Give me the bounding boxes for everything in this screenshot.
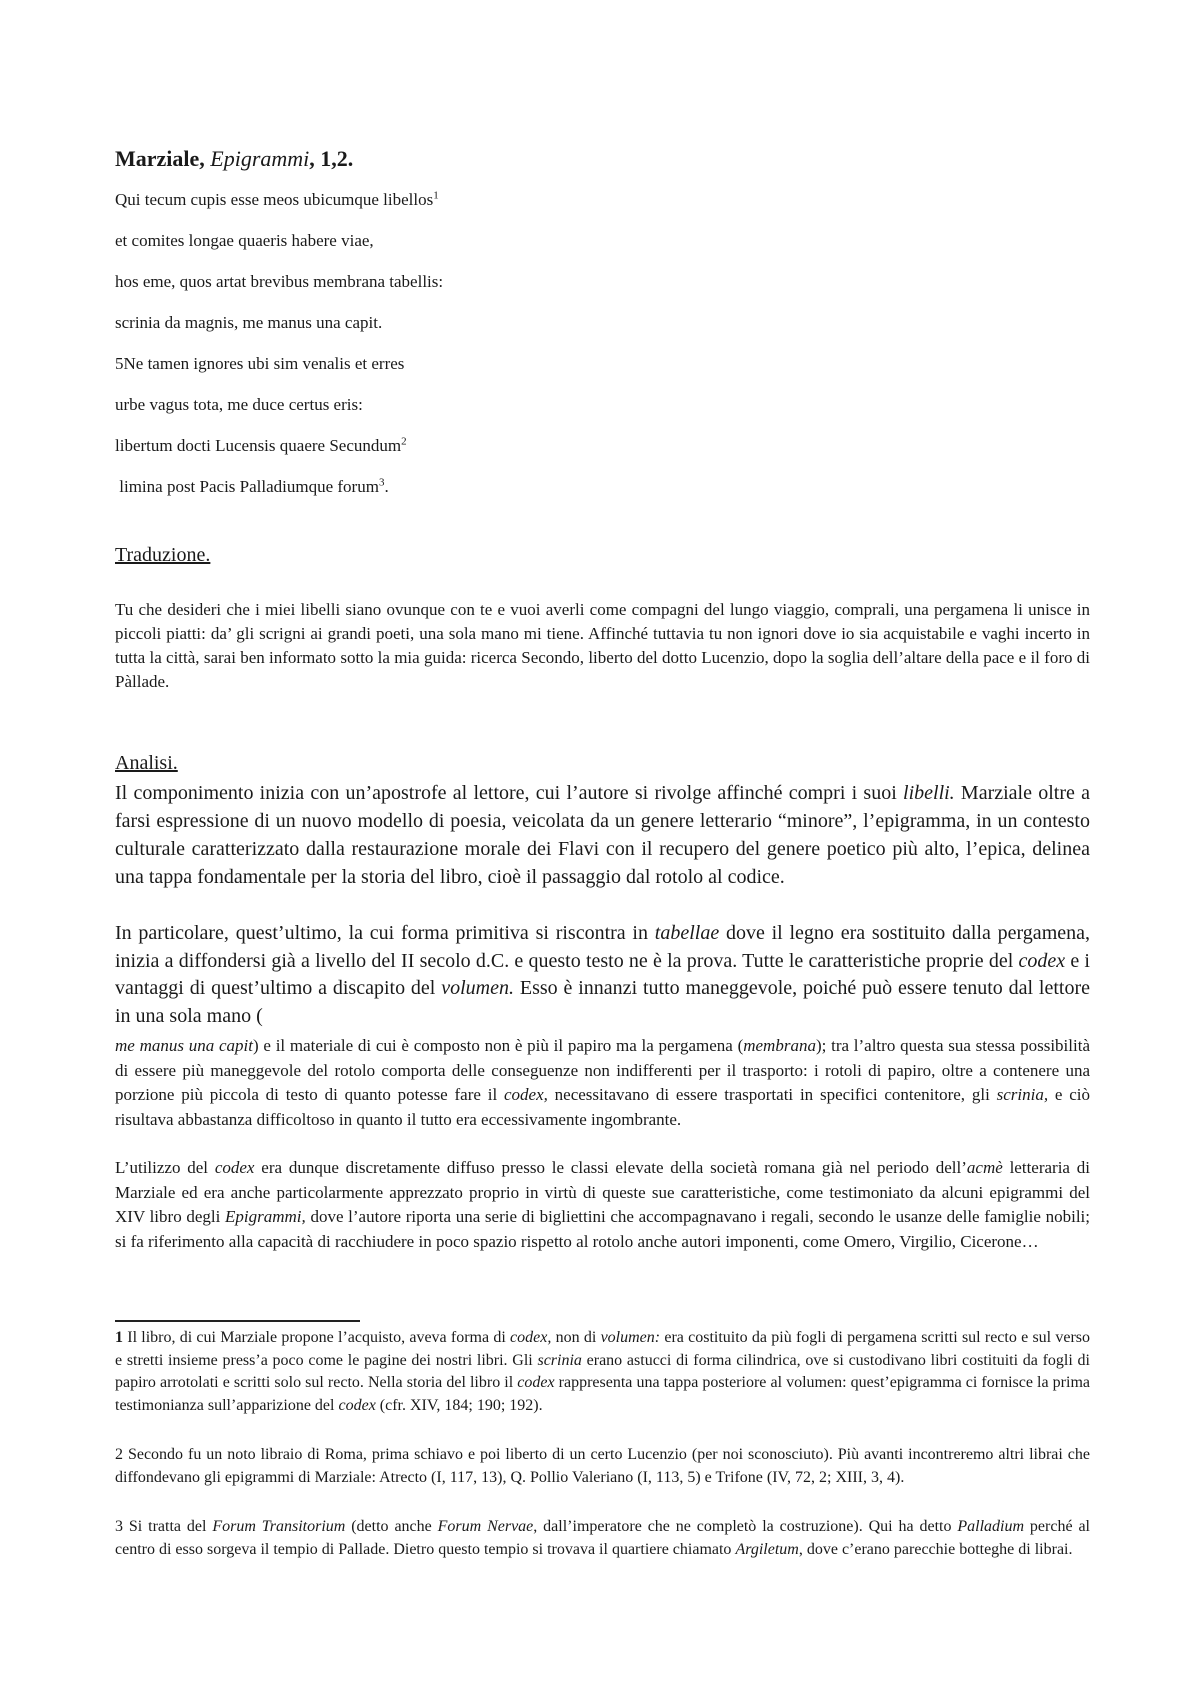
footnote-3: 3 Si tratta del Forum Transitorium (detto anche Forum Nervae, dall’imperatore che ne completò la costruzione). Qui ha detto Palladium perché al centro di esso sorgeva il tempio di Pallade. Dietro questo tempio si trovava il quartiere chiamato Argiletum, dove c’erano parecchie botteghe di librai. bbox=[115, 1518, 1091, 1558]
poem-verse-2: et comites longae quaeris habere viae, bbox=[115, 231, 374, 250]
translation-heading: Traduzione. bbox=[115, 544, 211, 566]
footnote-ref-1[interactable]: 1 bbox=[433, 189, 439, 202]
footnote-separator bbox=[115, 1320, 360, 1322]
poem-verse-1: Qui tecum cupis esse meos ubicumque libellos$^1$ bbox=[115, 189, 439, 209]
poem-verse-3: hos eme, quos artat brevibus membrana tabellis: bbox=[115, 272, 444, 291]
footnote-number: 1 bbox=[115, 1329, 123, 1346]
translation-paragraph: Tu che desideri che i miei libelli siano ovunque con te e vuoi averli come compagni del lungo viaggio, comprali, una pergamena li unisce in piccoli piatti: da’ gli scrigni ai grandi poeti, una sola mano mi tiene. Affinché tuttavia tu non ignori dove io sia acquistabile e vaghi incerto in tutta la città, sarai ben informato sotto la mia guida: ricerca Secondo, liberto del dotto Lucenzio, dopo la soglia dell’altare della pace e il foro di Pàllade. bbox=[115, 600, 1090, 691]
analysis-heading: Analisi. bbox=[115, 752, 178, 774]
poem-verse-4: scrinia da magnis, me manus una capit. bbox=[115, 313, 383, 332]
page-title bbox=[115, 146, 353, 172]
analysis-paragraph-4: L’utilizzo del codex era dunque discretamente diffuso presso le classi elevate della società romana già nel periodo dell’acmè letteraria di Marziale ed era anche particolarmente apprezzato proprio in virtù di queste sue caratteristiche, come testimoniato da alcuni epigrammi del XIV libro degli Epigrammi, dove l’autore riporta una serie di bigliettini che accompagnavano i regali, secondo le usanze delle famiglie nobili; si fa riferimento alla capacità di racchiudere in poco spazio rispetto al rotolo anche autori imponenti, come Omero, Virgilio, Cicerone… bbox=[115, 1158, 1090, 1251]
poem-verse-8: limina post Pacis Palladiumque forum$^3$. bbox=[115, 476, 389, 496]
verse-number: 5 bbox=[115, 354, 124, 373]
title-ref: , 1,2. bbox=[309, 146, 354, 171]
analysis-paragraph-2: In particolare, quest’ultimo, la cui forma primitiva si riscontra in tabellae dove il legno era sostituito dalla pergamena, inizia a diffondersi già a livello del II secolo d.C. e questo testo ne è la prova. Tutte le caratteristiche proprie del codex e i vantaggi di quest’ultimo a discapito del volumen. Esso è innanzi tutto maneggevole, poiché può essere tenuto dal lettore in una sola mano ( bbox=[115, 922, 1090, 1027]
poem-verse-5: 5Ne tamen ignores ubi sim venalis et erres bbox=[115, 354, 405, 373]
title-work: Epigrammi bbox=[210, 146, 310, 171]
footnote-ref-3[interactable]: 3 bbox=[378, 476, 385, 489]
footnote-2: 2 Secondo fu un noto libraio di Roma, prima schiavo e poi liberto di un certo Lucenzio (per noi sconosciuto). Più avanti incontreremo altri librai che diffondevano gli epigrammi di Marziale: Atrecto (I, 117, 13), Q. Pollio Valeriano (I, 113, 5) e Trifone (IV, 72, 2; XIII, 3, 4). bbox=[115, 1446, 1090, 1486]
poem-verse-7: libertum docti Lucensis quaere Secundum$^2$ bbox=[115, 435, 407, 455]
footnote-number: 3 bbox=[115, 1518, 123, 1535]
poem-verse-6: urbe vagus tota, me duce certus eris: bbox=[115, 395, 363, 414]
footnote-number: 2 bbox=[115, 1446, 123, 1463]
title-author: Marziale, bbox=[115, 146, 205, 171]
analysis-paragraph-1: Il componimento inizia con un’apostrofe al lettore, cui l’autore si rivolge affinché compri i suoi libelli. Marziale oltre a farsi espressione di un nuovo modello di poesia, veicolata da un genere letterario “minore”, l’epigramma, in un contesto culturale caratterizzato dalla restaurazione morale dei Flavi con il recupero del genere poetico più alto, l’epica, delinea una tappa fondamentale per la storia del libro, cioè il passaggio dal rotolo al codice. bbox=[115, 782, 1091, 888]
footnote-1: 1 Il libro, di cui Marziale propone l’acquisto, aveva forma di codex, non di volumen: era costituito da più fogli di pergamena scritti sul recto e sul verso e stretti insieme press’a poco come le pagine dei nostri libri. Gli scrinia erano astucci di forma cilindrica, ove si custodivano libri costituiti da fogli di papiro arrotolati e scritti solo sul recto. Nella storia del libro il codex rappresenta una tappa posteriore al volumen: quest’epigramma ci fornisce la prima testimonianza sull’apparizione del codex (cfr. XIV, 184; 190; 192). bbox=[115, 1329, 1091, 1414]
latin-poem bbox=[115, 190, 443, 518]
footnote-ref-2[interactable]: 2 bbox=[401, 435, 407, 448]
analysis-paragraph-3: me manus una capit) e il materiale di cui è composto non è più il papiro ma la pergamena (membrana); tra l’altro questa sua stessa possibilità di essere più maneggevole del rotolo comporta delle conseguenze non indifferenti per il trasporto: i rotoli di papiro, oltre a contenere una porzione più piccola di testo di quanto potesse fare il codex, necessitavano di essere trasportati in specifici contenitore, gli scrinia, e ciò risultava abbastanza difficoltoso in quanto il tutto era eccessivamente ingombrante. bbox=[115, 1036, 1090, 1129]
